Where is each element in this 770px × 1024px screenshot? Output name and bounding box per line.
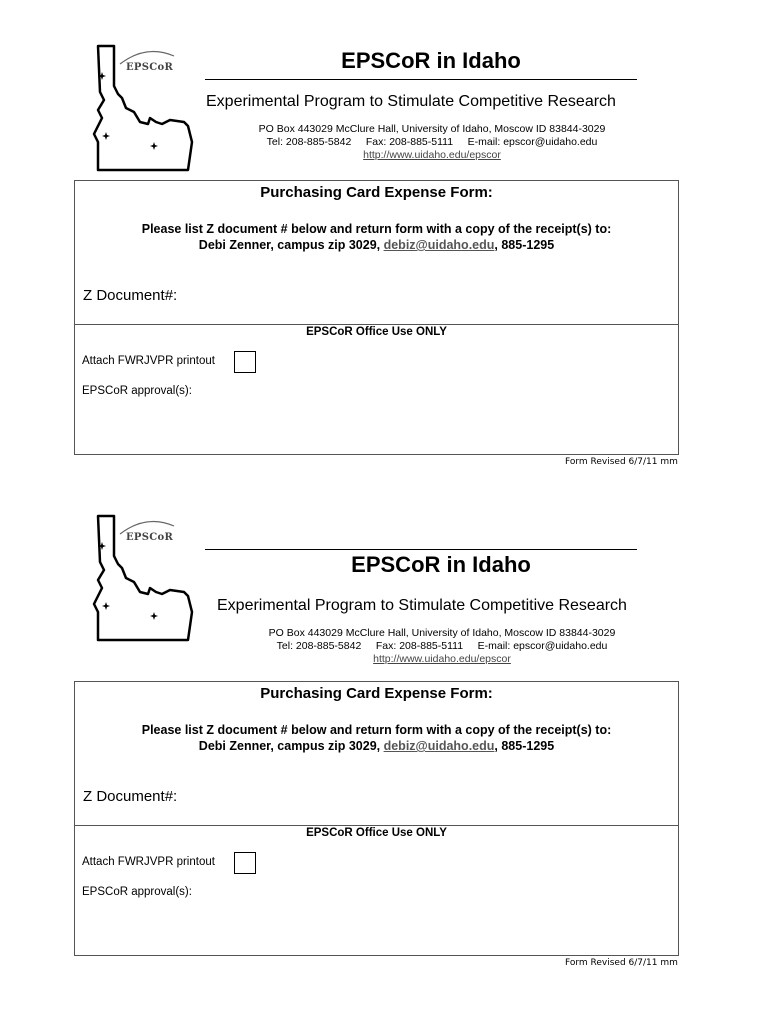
office-use-heading: EPSCoR Office Use ONLY bbox=[306, 326, 447, 338]
instructions bbox=[75, 722, 678, 754]
revision-note: Form Revised 6/7/11 mm bbox=[565, 958, 678, 968]
contact-instruction bbox=[75, 738, 678, 754]
approval-label: EPSCoR approval(s): bbox=[82, 385, 192, 397]
subtitle: Experimental Program to Stimulate Competitive Research bbox=[206, 93, 616, 110]
address-block bbox=[232, 627, 652, 666]
address-block bbox=[222, 123, 642, 162]
contact-suffix: , 885-1295 bbox=[494, 739, 555, 753]
office-use-heading: EPSCoR Office Use ONLY bbox=[306, 827, 447, 839]
header-rule bbox=[205, 549, 637, 550]
contact-prefix: Debi Zenner, campus zip 3029, bbox=[198, 238, 384, 252]
contact-email-link[interactable]: debiz@uidaho.edu bbox=[383, 739, 495, 753]
address-line: PO Box 443029 McClure Hall, University of Idaho, Moscow ID 83844-3029 bbox=[258, 123, 606, 135]
website-link[interactable]: http://www.uidaho.edu/epscor bbox=[363, 149, 501, 161]
form-copy-bottom bbox=[0, 500, 770, 1005]
form-box bbox=[74, 681, 679, 956]
contact-prefix: Debi Zenner, campus zip 3029, bbox=[198, 739, 384, 753]
contact-instruction bbox=[75, 237, 678, 253]
attach-checkbox[interactable] bbox=[234, 852, 256, 874]
attach-checkbox[interactable] bbox=[234, 351, 256, 373]
page-title: EPSCoR in Idaho bbox=[341, 48, 521, 73]
address-line: PO Box 443029 McClure Hall, University of Idaho, Moscow ID 83844-3029 bbox=[268, 627, 616, 639]
instruction-line: Please list Z document # below and return form with a copy of the receipt(s) to: bbox=[141, 222, 612, 236]
subtitle: Experimental Program to Stimulate Competitive Research bbox=[217, 597, 627, 614]
form-title: Purchasing Card Expense Form: bbox=[260, 184, 493, 201]
page-title: EPSCoR in Idaho bbox=[351, 552, 531, 577]
contact-email-link[interactable]: debiz@uidaho.edu bbox=[383, 238, 495, 252]
section-divider bbox=[75, 825, 678, 826]
form-title: Purchasing Card Expense Form: bbox=[260, 685, 493, 702]
z-document-label: Z Document#: bbox=[83, 287, 178, 304]
header-rule bbox=[205, 79, 637, 80]
idaho-epscor-logo bbox=[88, 512, 198, 648]
z-document-label: Z Document#: bbox=[83, 788, 178, 805]
idaho-epscor-logo bbox=[88, 42, 198, 178]
form-copy-top bbox=[0, 0, 770, 505]
approval-label: EPSCoR approval(s): bbox=[82, 886, 192, 898]
section-divider bbox=[75, 324, 678, 325]
instruction-line: Please list Z document # below and return form with a copy of the receipt(s) to: bbox=[141, 723, 612, 737]
instructions bbox=[75, 221, 678, 253]
logo-text: EPSCoR bbox=[126, 532, 174, 543]
form-box bbox=[74, 180, 679, 455]
logo-text: EPSCoR bbox=[126, 62, 174, 73]
contact-line: Tel: 208-885-5842 Fax: 208-885-5111 E-mail: epscor@uidaho.edu bbox=[266, 136, 598, 148]
attach-label: Attach FWRJVPR printout bbox=[82, 355, 215, 367]
attach-label: Attach FWRJVPR printout bbox=[82, 856, 215, 868]
website-link[interactable]: http://www.uidaho.edu/epscor bbox=[373, 653, 511, 665]
contact-line: Tel: 208-885-5842 Fax: 208-885-5111 E-mail: epscor@uidaho.edu bbox=[276, 640, 608, 652]
revision-note: Form Revised 6/7/11 mm bbox=[565, 457, 678, 467]
contact-suffix: , 885-1295 bbox=[494, 238, 555, 252]
